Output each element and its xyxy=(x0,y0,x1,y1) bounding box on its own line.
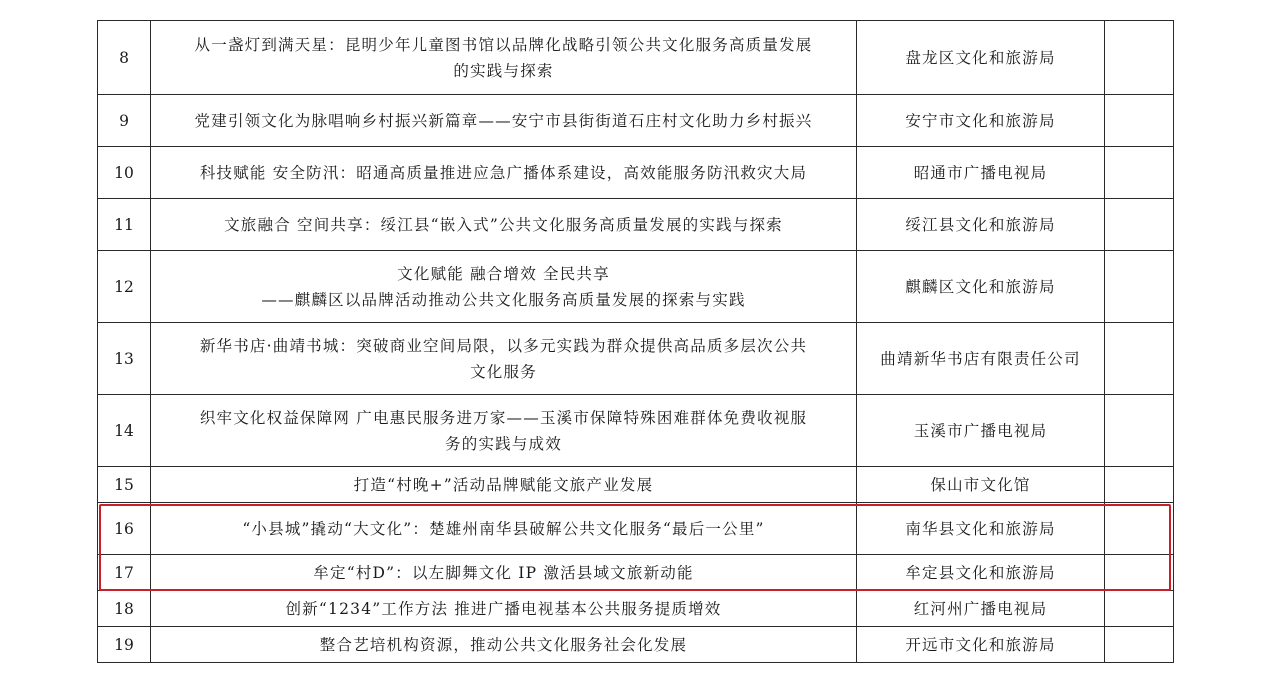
title-line: “小县城”撬动“大文化”：楚雄州南华县破解公共文化服务“最后一公里” xyxy=(242,519,765,538)
row-organization: 牟定县文化和旅游局 xyxy=(857,555,1105,591)
row-number: 18 xyxy=(98,591,151,627)
row-title xyxy=(151,323,857,395)
table-row xyxy=(98,95,1174,147)
table-row xyxy=(98,467,1174,503)
row-note xyxy=(1105,199,1174,251)
row-organization: 麒麟区文化和旅游局 xyxy=(857,251,1105,323)
title-line: ——麒麟区以品牌活动推动公共文化服务高质量发展的探索与实践 xyxy=(261,290,746,309)
row-title xyxy=(151,555,857,591)
row-organization: 昭通市广播电视局 xyxy=(857,147,1105,199)
row-organization: 盘龙区文化和旅游局 xyxy=(857,21,1105,95)
row-number: 17 xyxy=(98,555,151,591)
row-number: 8 xyxy=(98,21,151,95)
row-title xyxy=(151,503,857,555)
title-line: 新华书店·曲靖书城：突破商业空间局限，以多元实践为群众提供高品质多层次公共 xyxy=(199,336,808,355)
row-note xyxy=(1105,95,1174,147)
row-title xyxy=(151,199,857,251)
table-row xyxy=(98,627,1174,663)
document-table xyxy=(97,20,1174,663)
title-line: 创新“1234”工作方法 推进广播电视基本公共服务提质增效 xyxy=(285,599,722,618)
title-line: 织牢文化权益保障网 广电惠民服务进万家——玉溪市保障特殊困难群体免费收视服 xyxy=(199,408,808,427)
title-line: 文化服务 xyxy=(470,362,537,381)
row-organization: 红河州广播电视局 xyxy=(857,591,1105,627)
table-row xyxy=(98,503,1174,555)
row-number: 14 xyxy=(98,395,151,467)
table-row xyxy=(98,147,1174,199)
title-line: 从一盏灯到满天星：昆明少年儿童图书馆以品牌化战略引领公共文化服务高质量发展 xyxy=(194,35,813,54)
row-title xyxy=(151,95,857,147)
row-title xyxy=(151,21,857,95)
table-row xyxy=(98,21,1174,95)
row-organization: 曲靖新华书店有限责任公司 xyxy=(857,323,1105,395)
row-organization: 玉溪市广播电视局 xyxy=(857,395,1105,467)
row-note xyxy=(1105,323,1174,395)
row-note xyxy=(1105,503,1174,555)
row-note xyxy=(1105,147,1174,199)
row-number: 9 xyxy=(98,95,151,147)
row-organization: 开远市文化和旅游局 xyxy=(857,627,1105,663)
row-note xyxy=(1105,555,1174,591)
table-row xyxy=(98,555,1174,591)
title-line: 党建引领文化为脉唱响乡村振兴新篇章——安宁市县街街道石庄村文化助力乡村振兴 xyxy=(194,111,813,130)
row-title xyxy=(151,467,857,503)
table-row xyxy=(98,395,1174,467)
row-note xyxy=(1105,395,1174,467)
title-line: 打造“村晚+”活动品牌赋能文旅产业发展 xyxy=(353,475,654,494)
row-number: 11 xyxy=(98,199,151,251)
row-note xyxy=(1105,467,1174,503)
title-line: 的实践与探索 xyxy=(453,61,554,80)
title-line: 牟定“村D”：以左脚舞文化 IP 激活县域文旅新动能 xyxy=(313,563,694,582)
row-number: 15 xyxy=(98,467,151,503)
table-row xyxy=(98,323,1174,395)
title-line: 文旅融合 空间共享：绥江县“嵌入式”公共文化服务高质量发展的实践与探索 xyxy=(224,215,783,234)
row-note xyxy=(1105,627,1174,663)
title-line: 整合艺培机构资源，推动公共文化服务社会化发展 xyxy=(319,635,688,654)
row-number: 13 xyxy=(98,323,151,395)
row-number: 19 xyxy=(98,627,151,663)
row-title xyxy=(151,147,857,199)
row-number: 10 xyxy=(98,147,151,199)
row-title xyxy=(151,251,857,323)
row-number: 16 xyxy=(98,503,151,555)
title-line: 文化赋能 融合增效 全民共享 xyxy=(397,264,610,283)
row-title xyxy=(151,395,857,467)
row-organization: 安宁市文化和旅游局 xyxy=(857,95,1105,147)
row-note xyxy=(1105,21,1174,95)
row-note xyxy=(1105,591,1174,627)
table-row xyxy=(98,591,1174,627)
title-line: 科技赋能 安全防汛：昭通高质量推进应急广播体系建设，高效能服务防汛救灾大局 xyxy=(199,163,808,182)
title-line: 务的实践与成效 xyxy=(445,434,562,453)
row-organization: 绥江县文化和旅游局 xyxy=(857,199,1105,251)
row-organization: 南华县文化和旅游局 xyxy=(857,503,1105,555)
table-row xyxy=(98,251,1174,323)
row-title xyxy=(151,591,857,627)
row-note xyxy=(1105,251,1174,323)
row-number: 12 xyxy=(98,251,151,323)
row-title xyxy=(151,627,857,663)
row-organization: 保山市文化馆 xyxy=(857,467,1105,503)
table-row xyxy=(98,199,1174,251)
